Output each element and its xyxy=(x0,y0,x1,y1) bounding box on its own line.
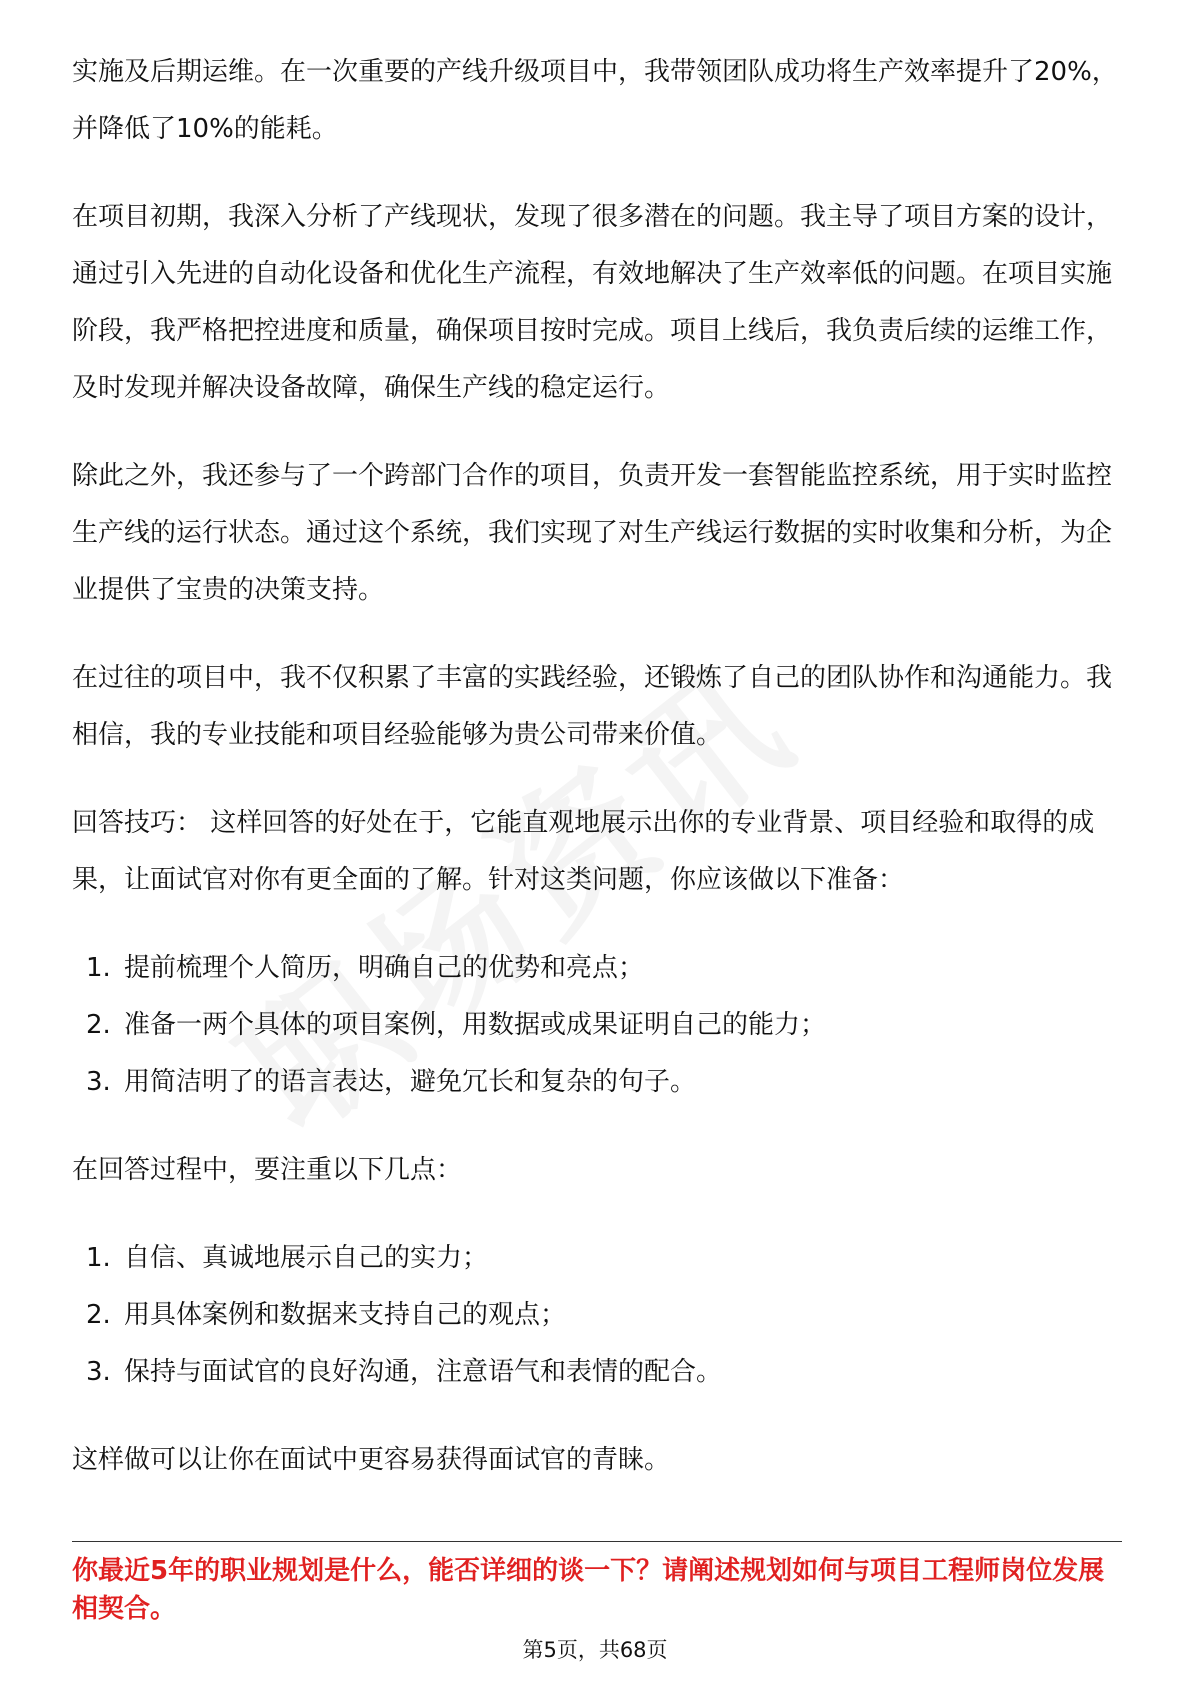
page-number: 第5页，共68页 xyxy=(522,1638,668,1662)
conclusion: 这样做可以让你在面试中更容易获得面试官的青睐。 xyxy=(72,1445,671,1475)
divider xyxy=(72,1541,1122,1542)
list-item: 1. 自信、真诚地展示自己的实力； xyxy=(86,1243,489,1273)
prep-list xyxy=(72,940,1122,1111)
list-item: 3. 保持与面试官的良好沟通，注意语气和表情的配合。 xyxy=(86,1357,723,1387)
points-list xyxy=(72,1230,1122,1401)
points-intro: 在回答过程中，要注重以下几点： xyxy=(72,1155,463,1185)
page-content xyxy=(72,44,1122,1489)
paragraph-summary: 在过往的项目中，我不仅积累了丰富的实践经验，还锻炼了自己的团队协作和沟通能力。我相信，我的专业技能和项目经验能够为贵公司带来价值。 xyxy=(72,663,1113,750)
list-item: 2. 准备一两个具体的项目案例，用数据或成果证明自己的能力； xyxy=(86,1010,827,1040)
paragraph-cross-department: 除此之外，我还参与了一个跨部门合作的项目，负责开发一套智能监控系统，用于实时监控生产线的运行状态。通过这个系统，我们实现了对生产线运行数据的实时收集和分析，为企业提供了宝贵的决策支持。 xyxy=(72,461,1113,605)
list-item: 2. 用具体案例和数据来支持自己的观点； xyxy=(86,1300,567,1330)
paragraph-project-details: 在项目初期，我深入分析了产线现状，发现了很多潜在的问题。我主导了项目方案的设计，通过引入先进的自动化设备和优化生产流程，有效地解决了生产效率低的问题。在项目实施阶段，我严格把控进度和质量，确保项目按时完成。项目上线后，我负责后续的运维工作，及时发现并解决设备故障，确保生产线的稳定运行。 xyxy=(72,202,1113,403)
paragraph-answer-tips: 回答技巧： 这样回答的好处在于，它能直观地展示出你的专业背景、项目经验和取得的成果，让面试官对你有更全面的了解。针对这类问题，你应该做以下准备： xyxy=(72,808,1095,895)
list-item: 1. 提前梳理个人简历，明确自己的优势和亮点； xyxy=(86,953,645,983)
next-question-heading: 你最近5年的职业规划是什么，能否详细的谈一下？请阐述规划如何与项目工程师岗位发展相契合。 xyxy=(72,1556,1105,1624)
list-item: 3. 用简洁明了的语言表达，避免冗长和复杂的句子。 xyxy=(86,1067,697,1097)
paragraph-project-result: 实施及后期运维。在一次重要的产线升级项目中，我带领团队成功将生产效率提升了20%，并降低了10%的能耗。 xyxy=(72,57,1118,144)
